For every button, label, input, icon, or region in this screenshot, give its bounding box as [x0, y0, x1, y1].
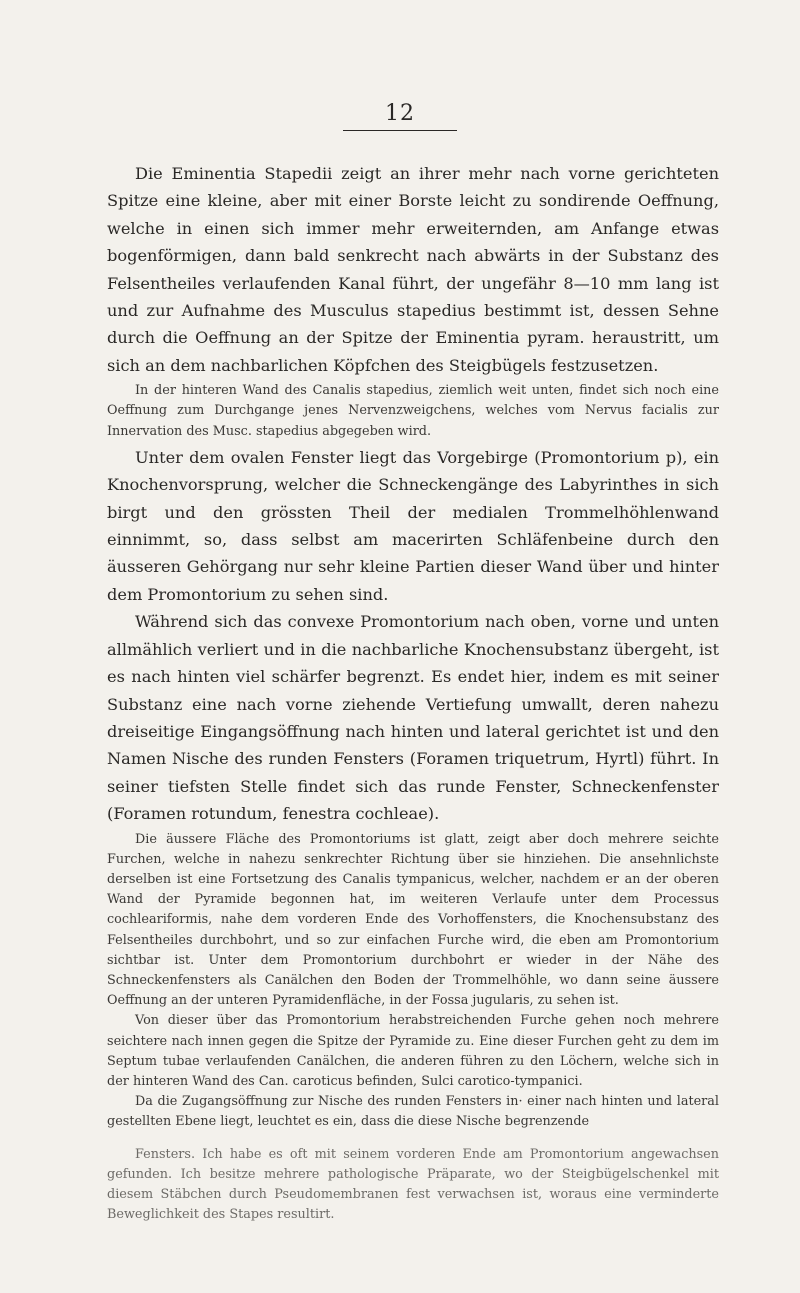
- page-number: 12: [343, 101, 457, 131]
- paragraph-promontorium-furchen: Die äussere Fläche des Promontoriums ist glatt, zeigt aber doch mehrere seichte Furchen, welche in nahezu senkrechter Richtung über sie hinziehen. Die ansehnlichste derselben ist eine Fortsetzung des Canalis tympanicus, welcher, nachdem er an der oberen Wand der Pyramide begonnen hat, im weiteren Verlaufe unter dem Processus cochleariformis, nahe dem vorderen Ende des Vorhoffensters, die Knochensubstanz des Felsentheiles durchbohrt, und so zur einfachen Furche wird, die eben am Promontorium sichtbar ist. Unter dem Promontorium durchbohrt er wieder in der Nähe des Schneckenfensters als Canälchen den Boden der Trommelhöhle, wo dann seine äussere Oeffnung an der unteren Pyramidenfläche, in der Fossa jugularis, zu sehen ist.: [107, 831, 719, 1009]
- page-header: [0, 101, 800, 131]
- paragraph-promontorium: Unter dem ovalen Fenster liegt das Vorgebirge (Promontorium p), ein Knochenvorsprung, welcher die Schneckengänge des Labyrinthes in sich birgt und den grössten Theil der medialen Trommelhöhlenwand einnimmt, so, dass selbst am macerirten Schläfenbeine durch den äusseren Gehörgang nur sehr kleine Partien dieser Wand über und hinter dem Promontorium zu sehen sind.: [107, 447, 719, 604]
- paragraph-nische-runden-fensters: Während sich das convexe Promontorium nach oben, vorne und unten allmählich verliert und in die nachbarliche Knochensubstanz übergeht, ist es nach hinten viel schärfer begrenzt. Es endet hier, indem es mit seiner Substanz eine nach vorne ziehende Vertiefung umwallt, deren nahezu dreiseitige Eingangsöffnung nach hinten und lateral gerichtet ist und den Namen Nische des runden Fensters (Foramen triquetrum, Hyrtl) führt. In seiner tiefsten Stelle findet sich das runde Fenster, Schneckenfenster (Foramen rotundum, fenestra cochleae).: [107, 612, 719, 824]
- paragraph-canalis-stapedius-note: In der hinteren Wand des Canalis stapedius, ziemlich weit unten, findet sich noch eine Oeffnung zum Durchgange jenes Nervenzweigchens, welches vom Nervus facialis zur Innervation des Musc. stapedius abgegeben wird.: [107, 383, 719, 439]
- paragraph-zugangsoeffnung: Da die Zugangsöffnung zur Nische des runden Fensters in· einer nach hinten und lateral gestellten Ebene liegt, leuchtet es ein, dass die diese Nische begrenzende: [107, 1094, 719, 1130]
- paragraph-eminentia-stapedii: Die Eminentia Stapedii zeigt an ihrer mehr nach vorne gerichteten Spitze eine kleine, aber mit einer Borste leicht zu sondirende Oeffnung, welche in einen sich immer mehr erweiternden, am Anfange etwas bogenförmigen, dann bald senkrecht nach abwärts in der Substanz des Felsentheiles verlaufenden Kanal führt, der ungefähr 8—10 mm lang ist und zur Aufnahme des Musculus stapedius bestimmt ist, dessen Sehne durch die Oeffnung an der Spitze der Eminentia pyram. heraustritt, um sich an dem nachbarlichen Köpfchen des Steigbügels festzusetzen.: [107, 164, 719, 375]
- paragraph-sulci-carotico-tympanici: Von dieser über das Promontorium herabstreichenden Furche gehen noch mehrere seichtere nach innen gegen die Spitze der Pyramide zu. Eine dieser Furchen geht zu dem im Septum tubae verlaufenden Canälchen, die anderen führen zu den Löchern, welche sich in der hinteren Wand des Can. caroticus befinden, Sulci carotico-tympanici.: [107, 1013, 719, 1089]
- body-text: [107, 160, 719, 1225]
- paragraph-fensters-pathologie: Fensters. Ich habe es oft mit seinem vorderen Ende am Promontorium angewachsen gefunden. Ich besitze mehrere pathologische Präparate, wo der Steigbügelschenkel mit diesem Stäbchen durch Pseudomembranen fest verwachsen ist, woraus eine verminderte Beweglichkeit des Stapes resultirt.: [107, 1146, 719, 1223]
